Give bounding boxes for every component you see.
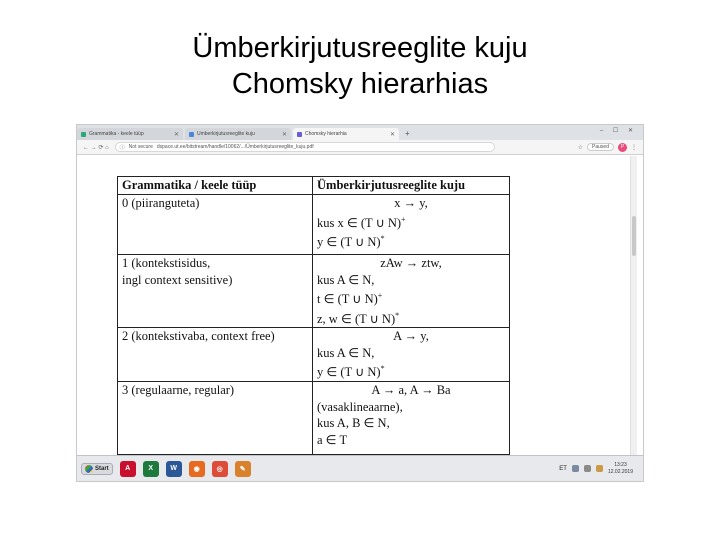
system-tray — [559, 462, 643, 476]
type-line: 3 (regulaarne, regular) — [122, 383, 235, 398]
rule-line: a ∈ T — [317, 432, 348, 447]
table-row — [118, 382, 510, 455]
profile-area — [578, 143, 643, 152]
tab-label: Chomsky hierarhia — [305, 131, 347, 137]
rules-cell — [313, 328, 510, 382]
rule-line: kus A ∈ N, — [317, 272, 375, 287]
type-line: 2 (kontekstivaba, context free) — [122, 329, 275, 344]
table-row — [118, 195, 510, 255]
slide-title — [0, 30, 720, 102]
table-header-row — [118, 177, 510, 195]
start-label: Start — [95, 465, 109, 472]
address-bar[interactable] — [115, 142, 495, 152]
navigation-icons[interactable]: ← → ⟳ ⌂ — [83, 144, 109, 151]
tab-strip — [77, 125, 643, 140]
tab-label: Ümberkirjutusreeglite kuju — [197, 131, 255, 137]
clock-date: 12.02.2019 — [607, 468, 633, 475]
tab-favicon-icon — [297, 132, 302, 137]
browser-screenshot — [76, 124, 644, 482]
window-controls[interactable]: – ☐ ✕ — [599, 128, 637, 134]
tab-favicon-icon — [81, 132, 86, 137]
rule-line: A → a, A → Ba — [371, 383, 451, 398]
volume-icon[interactable] — [584, 465, 591, 472]
rule-line: t ∈ (T ∪ N)+ — [317, 291, 383, 307]
bookmark-star-icon[interactable]: ☆ — [577, 144, 584, 151]
rule-line: z, w ∈ (T ∪ N)* — [317, 310, 400, 326]
new-tab-button[interactable]: + — [405, 129, 410, 138]
rule-line: zAw → ztw, — [380, 256, 442, 270]
start-button[interactable] — [81, 463, 113, 475]
rules-cell — [313, 195, 510, 255]
acrobat-icon[interactable]: A — [120, 461, 136, 477]
type-line: 0 (piiranguteta) — [122, 196, 200, 210]
close-tab-icon[interactable]: ✕ — [281, 131, 287, 138]
clock-time: 13:23 — [614, 461, 627, 468]
rule-line: y ∈ (T ∪ N)* — [317, 234, 385, 250]
firefox-icon[interactable]: ◉ — [189, 461, 205, 477]
rule-line: (vasaklineaarne), — [317, 399, 403, 414]
vertical-scrollbar[interactable] — [630, 156, 637, 457]
avatar[interactable]: P — [618, 143, 627, 152]
menu-kebab-icon[interactable]: ⋮ — [631, 144, 637, 151]
type-cell — [118, 328, 313, 382]
table-row — [118, 255, 510, 328]
type-line: 1 (kontekstisidus, — [122, 256, 211, 270]
paint-icon[interactable]: ✎ — [235, 461, 251, 477]
pdf-viewer — [77, 156, 643, 457]
system-clock[interactable] — [608, 462, 633, 476]
security-label: Not secure — [128, 144, 153, 150]
tab-favicon-icon — [189, 132, 194, 137]
browser-toolbar — [77, 140, 643, 155]
grammar-rules-table — [117, 176, 510, 455]
close-tab-icon[interactable]: ✕ — [173, 131, 179, 138]
rule-line: x → y, — [394, 196, 428, 210]
browser-tab-2[interactable] — [185, 128, 291, 140]
windows-taskbar — [77, 455, 643, 481]
info-icon: ⓘ — [119, 144, 125, 151]
rule-line: kus A, B ∈ N, — [317, 416, 390, 431]
windows-logo-icon — [85, 465, 93, 473]
address-text: dspace.ut.ee/bitstream/handle/10062/.../Ümberkirjutusreeglite_kuju.pdf — [156, 144, 314, 150]
slide-title-line-1: Ümberkirjutusreeglite kuju — [192, 32, 528, 64]
rules-cell — [313, 255, 510, 328]
slide-title-line-2: Chomsky hierarhias — [231, 68, 489, 100]
tab-label: Grammatika - keele tüüp — [89, 131, 144, 137]
close-tab-icon[interactable]: ✕ — [389, 131, 395, 138]
type-cell — [118, 382, 313, 455]
rules-cell — [313, 382, 510, 455]
network-icon[interactable] — [572, 465, 579, 472]
rule-line: kus A ∈ N, — [317, 345, 375, 360]
type-cell — [118, 255, 313, 328]
scrollbar-thumb[interactable] — [632, 216, 636, 256]
excel-icon[interactable]: X — [143, 461, 159, 477]
word-icon[interactable]: W — [166, 461, 182, 477]
rule-line: A → y, — [393, 329, 429, 344]
table-header-rules: Ümberkirjutusreeglite kuju — [313, 177, 510, 195]
browser-tab-3[interactable] — [293, 128, 399, 140]
table-row — [118, 328, 510, 382]
table-header-type: Grammatika / keele tüüp — [118, 177, 313, 195]
type-cell — [118, 195, 313, 255]
rule-line: kus x ∈ (T ∪ N)+ — [317, 214, 406, 230]
notification-icon[interactable] — [596, 465, 603, 472]
browser-tab-1[interactable] — [77, 128, 183, 140]
language-indicator[interactable]: ET — [559, 465, 567, 472]
type-line: ingl context sensitive) — [122, 272, 233, 287]
profile-chip[interactable]: Paused — [587, 143, 614, 151]
chrome-icon[interactable]: ◎ — [212, 461, 228, 477]
rule-line: y ∈ (T ∪ N)* — [317, 364, 385, 380]
